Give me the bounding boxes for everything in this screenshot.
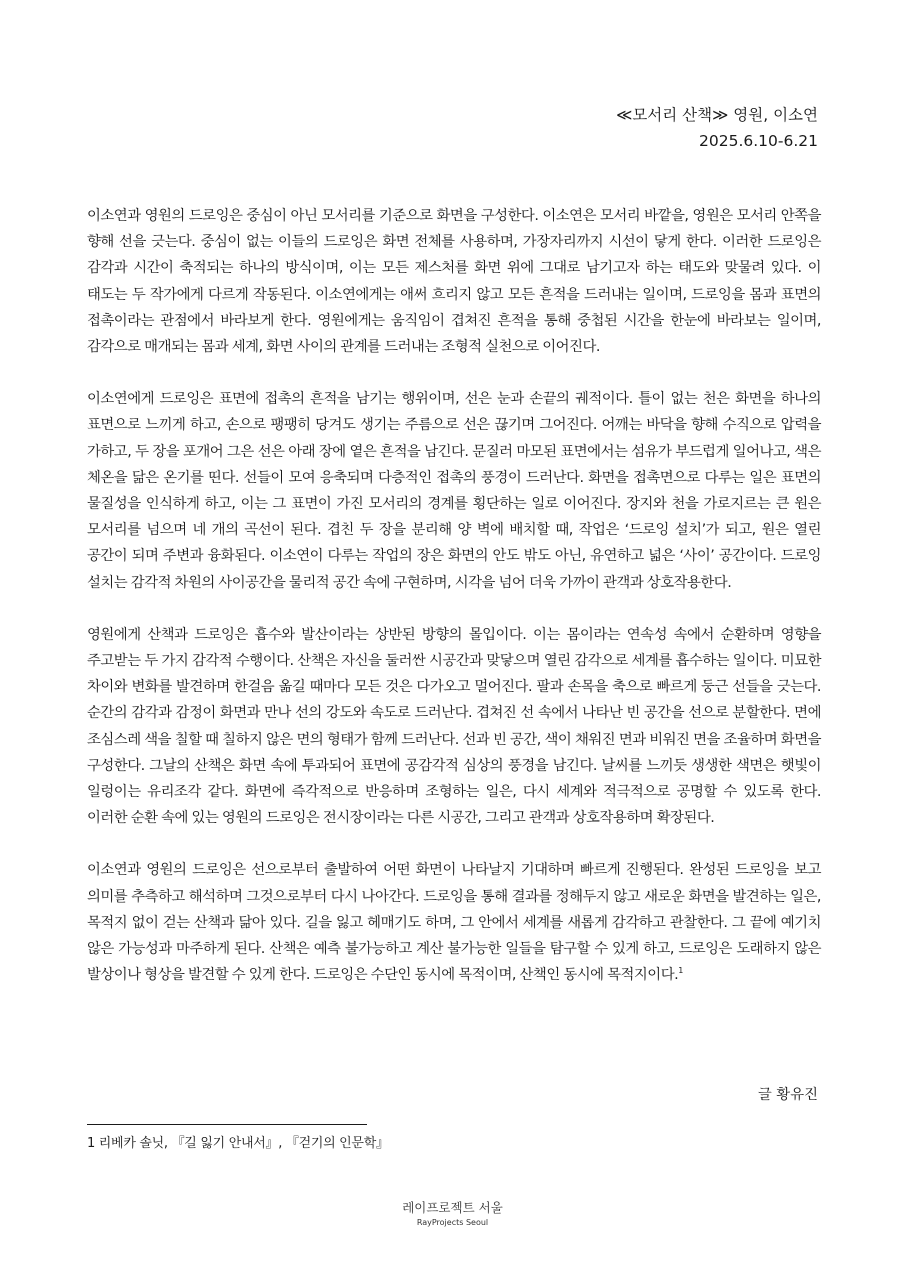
- essay-paragraph-4: [87, 857, 821, 988]
- footnote-marker: 1: [678, 966, 683, 976]
- footnote-divider: [87, 1124, 367, 1125]
- essay-paragraph-1: 이소연과 영원의 드로잉은 중심이 아닌 모서리를 기준으로 화면을 구성한다. 이소연은 모서리 바깥을, 영원은 모서리 안쪽을 향해 선을 긋는다. 중심이 없는 이들의 드로잉은 화면 전체를 사용하며, 가장자리까지 시선이 닿게 한다. 이러한 드로잉은 감각과 시간이 축적되는 하나의 방식이며, 이는 모든 제스처를 화면 위에 그대로 남기고자 하는 태도와 맞물려 있다. 이 태도는 두 작가에게 다르게 작동된다. 이소연에게는 애써 흐리지 않고 모든 흔적을 드러내는 일이며, 드로잉을 몸과 표면의 접촉이라는 관점에서 바라보게 한다. 영원에게는 움직임이 겹쳐진 흔적을 통해 중첩된 시간을 한눈에 바라보는 일이며, 감각으로 매개되는 몸과 세계, 화면 사이의 관계를 드러내는 조형적 실천으로 이어진다.: [87, 208, 821, 356]
- essay-paragraph-4-text: 이소연과 영원의 드로잉은 선으로부터 출발하여 어떤 화면이 나타날지 기대하며 빠르게 진행된다. 완성된 드로잉을 보고 의미를 추측하고 해석하며 그것으로부터 다시 나아간다. 드로잉을 통해 결과를 정해두지 않고 새로운 화면을 발견하는 일은, 목적지 없이 걷는 산책과 닮아 있다. 길을 잃고 헤매기도 하며, 그 안에서 세계를 새롭게 감각하고 관찰한다. 그 끝에 예기치 않은 가능성과 마주하게 된다. 산책은 예측 불가능하고 계산 불가능한 일들을 탐구할 수 있게 하고, 드로잉은 도래하지 않은 발상이나 형상을 발견할 수 있게 한다. 드로잉은 수단인 동시에 목적이며, 산책인 동시에 목적지이다.: [87, 862, 821, 984]
- exhibition-title: ≪모서리 산책≫ 영원, 이소연: [616, 106, 818, 124]
- footnote: 1 리베카 솔닛, 『길 잃기 안내서』, 『걷기의 인문학』: [87, 1136, 389, 1151]
- publisher-name-english: RayProjects Seoul: [416, 1218, 489, 1227]
- publisher-logo: [0, 1199, 905, 1229]
- publisher-name-korean: 레이프로젝트 서울: [402, 1200, 503, 1215]
- essay-paragraph-3: 영원에게 산책과 드로잉은 흡수와 발산이라는 상반된 방향의 몰입이다. 이는 몸이라는 연속성 속에서 순환하며 영향을 주고받는 두 가지 감각적 수행이다. 산책은 자신을 둘러싼 시공간과 맞닿으며 열린 감각으로 세계를 흡수하는 일이다. 미묘한 차이와 변화를 발견하며 한걸음 옮길 때마다 모든 것은 다가오고 멀어진다. 팔과 손목을 축으로 빠르게 둥근 선들을 긋는다. 순간의 감각과 감정이 화면과 만나 선의 강도와 속도로 드러난다. 겹쳐진 선 속에서 나타난 빈 공간을 선으로 분할한다. 면에 조심스레 색을 칠할 때 칠하지 않은 면의 형태가 함께 드러난다. 선과 빈 공간, 색이 채워진 면과 비워진 면을 조율하며 화면을 구성한다. 그날의 산책은 화면 속에 투과되어 표면에 공감각적 심상의 풍경을 남긴다. 날씨를 느끼듯 생생한 색면은 햇빛이 일렁이는 유리조각 같다. 화면에 즉각적으로 반응하며 조형하는 일은, 다시 세계와 적극적으로 공명할 수 있도록 한다. 이러한 순환 속에 있는 영원의 드로잉은 전시장이라는 다른 시공간, 그리고 관객과 상호작용하며 확장된다.: [87, 626, 821, 827]
- exhibition-dates: 2025.6.10-6.21: [699, 132, 818, 150]
- author-signature: 글 황유진: [757, 1087, 818, 1103]
- exhibition-header: [616, 102, 818, 154]
- essay-paragraph-2: 이소연에게 드로잉은 표면에 접촉의 흔적을 남기는 행위이며, 선은 눈과 손끝의 궤적이다. 틀이 없는 천은 화면을 하나의 표면으로 느끼게 하고, 손으로 팽팽히 당겨도 생기는 주름으로 선은 끊기며 그어진다. 어깨는 바닥을 향해 수직으로 압력을 가하고, 두 장을 포개어 그은 선은 아래 장에 옅은 흔적을 남긴다. 문질러 마모된 표면에서는 섬유가 부드럽게 일어나고, 색은 체온을 닮은 온기를 띤다. 선들이 모여 응축되며 다층적인 접촉의 풍경이 드러난다. 화면을 접촉면으로 다루는 일은 표면의 물질성을 인식하게 하고, 이는 그 표면이 가진 모서리의 경계를 횡단하는 일로 이어진다. 장지와 천을 가로지르는 큰 원은 모서리를 넘으며 네 개의 곡선이 된다. 겹친 두 장을 분리해 양 벽에 배치할 때, 작업은 ‘드로잉 설치’가 되고, 원은 열린 공간이 되며 주변과 융화된다. 이소연이 다루는 작업의 장은 화면의 안도 밖도 아닌, 유연하고 넓은 ‘사이’ 공간이다. 드로잉 설치는 감각적 차원의 사이공간을 물리적 공간 속에 구현하며, 시각을 넘어 더욱 가까이 관객과 상호작용한다.: [87, 391, 821, 591]
- essay-body: [87, 203, 821, 1014]
